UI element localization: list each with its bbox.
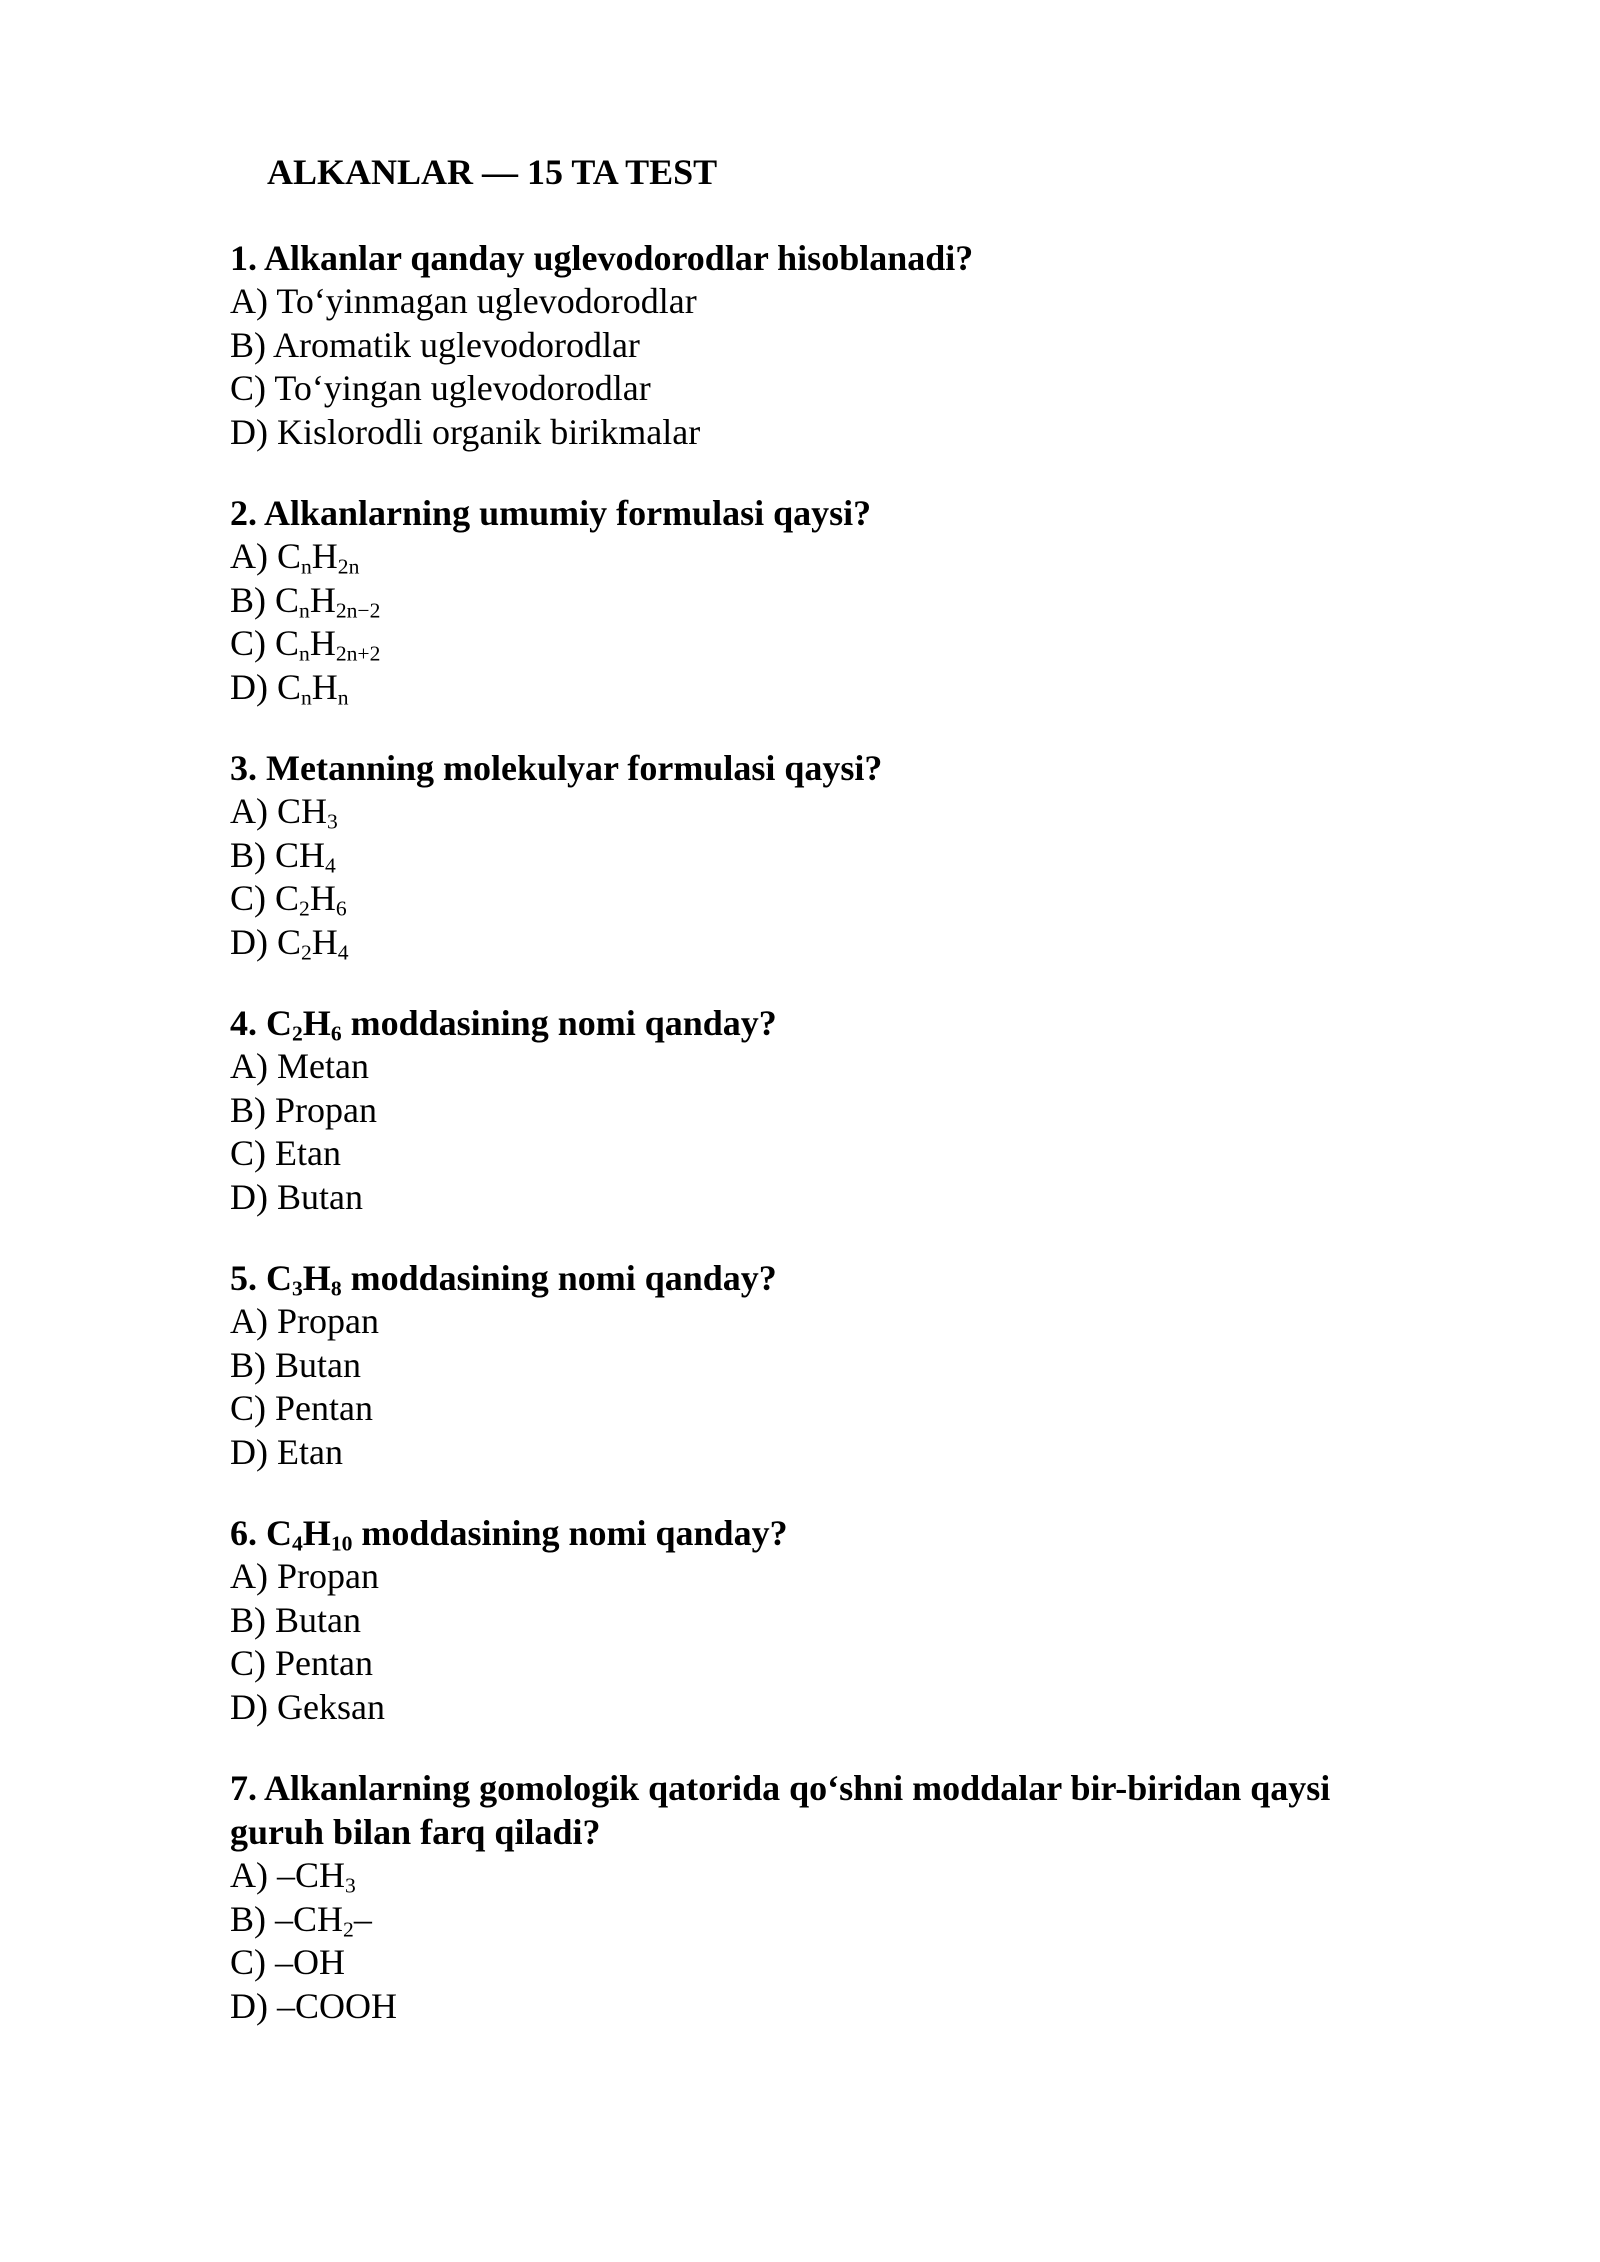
answer-option-c: [230, 877, 1430, 921]
text-segment: A) Propan: [230, 1301, 379, 1341]
text-segment: A) To‘yinmagan uglevodorodlar: [230, 281, 697, 321]
answer-option-a: [230, 280, 1430, 324]
subscript: 10: [330, 1531, 353, 1556]
question-7: [230, 1766, 1430, 2028]
subscript: 2n+2: [335, 641, 381, 666]
question-text: [230, 1766, 1430, 1854]
text-segment: 2. Alkanlarning umumiy formulasi qaysi?: [230, 493, 872, 533]
answer-option-b: [230, 324, 1430, 368]
text-segment: C) To‘yingan uglevodorodlar: [230, 368, 651, 408]
text-segment: D) C: [230, 666, 301, 707]
answer-option-a: [230, 1300, 1430, 1344]
subscript: 4: [292, 1531, 303, 1556]
answer-option-b: [230, 1344, 1430, 1388]
subscript: 2: [292, 1021, 303, 1046]
text-segment: H: [309, 878, 336, 918]
answer-option-d: [230, 1985, 1430, 2029]
question-5: [230, 1256, 1430, 1474]
subscript: 3: [292, 1276, 303, 1301]
text-segment: B) Propan: [230, 1089, 377, 1130]
subscript: n: [301, 554, 312, 579]
answer-option-a: [230, 1555, 1430, 1599]
subscript: n: [299, 597, 310, 622]
subscript: 2: [301, 939, 312, 964]
text-segment: C) C: [230, 623, 300, 663]
question-text: [230, 746, 1430, 790]
question-3: [230, 746, 1430, 964]
question-1: [230, 236, 1430, 454]
text-segment: H: [311, 666, 338, 707]
text-segment: moddasining nomi qanday?: [341, 1258, 777, 1298]
answer-option-c: [230, 1642, 1430, 1686]
text-segment: C) Etan: [230, 1133, 341, 1173]
text-segment: moddasining nomi qanday?: [341, 1003, 777, 1043]
text-segment: D) Geksan: [230, 1686, 385, 1727]
text-segment: B) –CH: [230, 1898, 344, 1939]
text-segment: D) –COOH: [230, 1985, 397, 2026]
subscript: 2n−2: [335, 597, 381, 622]
question-text: [230, 491, 1430, 535]
answer-option-b: [230, 579, 1430, 623]
text-segment: H: [311, 921, 338, 962]
answer-option-d: [230, 921, 1430, 965]
question-text: [230, 236, 1430, 280]
answer-option-c: [230, 622, 1430, 666]
text-segment: 5. C: [230, 1258, 292, 1298]
text-segment: A) Propan: [230, 1556, 379, 1596]
question-text: [230, 1511, 1430, 1555]
subscript: 4: [325, 852, 336, 877]
text-segment: A) Metan: [230, 1046, 369, 1086]
question-text: [230, 1001, 1430, 1045]
text-segment: –: [353, 1898, 372, 1939]
subscript: 3: [345, 1873, 356, 1898]
subscript: 6: [330, 1021, 342, 1046]
subscript: 2: [299, 896, 310, 921]
text-segment: A) CH: [230, 791, 327, 831]
text-segment: B) Aromatik uglevodorodlar: [230, 324, 640, 365]
text-segment: C) C: [230, 878, 300, 918]
text-segment: 1. Alkanlar qanday uglevodorodlar hisoblanadi?: [230, 238, 974, 278]
text-segment: A) C: [230, 536, 301, 576]
text-segment: D) Kislorodli organik birikmalar: [230, 411, 701, 452]
answer-option-d: [230, 666, 1430, 710]
answer-option-c: [230, 1387, 1430, 1431]
answer-option-c: [230, 1941, 1430, 1985]
text-segment: moddasining nomi qanday?: [352, 1513, 788, 1553]
question-4: [230, 1001, 1430, 1219]
answer-option-d: [230, 1431, 1430, 1475]
text-segment: D) Butan: [230, 1176, 363, 1217]
subscript: n: [301, 684, 312, 709]
subscript: 3: [327, 809, 338, 834]
subscript: 2: [343, 1916, 354, 1941]
question-2: [230, 491, 1430, 709]
text-segment: B) Butan: [230, 1599, 361, 1640]
subscript: n: [337, 684, 349, 709]
text-segment: C) –OH: [230, 1942, 345, 1982]
subscript: 8: [330, 1276, 342, 1301]
text-segment: H: [309, 623, 336, 663]
answer-option-c: [230, 367, 1430, 411]
answer-option-d: [230, 411, 1430, 455]
subscript: 4: [337, 939, 349, 964]
text-segment: D) Etan: [230, 1431, 343, 1472]
answer-option-a: [230, 1045, 1430, 1089]
answer-option-a: [230, 1854, 1430, 1898]
text-segment: 7. Alkanlarning gomologik qatorida qo‘shni moddalar bir-biridan qaysi guruh bilan farq qiladi?: [230, 1768, 1331, 1852]
text-segment: C) Pentan: [230, 1643, 373, 1683]
answer-option-b: [230, 1898, 1430, 1942]
answer-option-b: [230, 1089, 1430, 1133]
text-segment: 3. Metanning molekulyar formulasi qaysi?: [230, 748, 883, 788]
text-segment: H: [311, 536, 338, 576]
answer-option-a: [230, 790, 1430, 834]
text-segment: H: [302, 1513, 331, 1553]
text-segment: 4. C: [230, 1003, 292, 1043]
text-segment: H: [302, 1003, 331, 1043]
answer-option-b: [230, 834, 1430, 878]
subscript: n: [299, 641, 310, 666]
text-segment: B) Butan: [230, 1344, 361, 1385]
text-segment: B) CH: [230, 834, 326, 875]
text-segment: A) –CH: [230, 1855, 345, 1895]
question-text: [230, 1256, 1430, 1300]
text-segment: H: [309, 579, 336, 620]
document-title: ALKANLAR — 15 TA TEST: [267, 152, 718, 192]
text-segment: D) C: [230, 921, 301, 962]
text-segment: 6. C: [230, 1513, 292, 1553]
text-segment: H: [302, 1258, 331, 1298]
subscript: 2n: [337, 554, 360, 579]
answer-option-b: [230, 1599, 1430, 1643]
answer-option-c: [230, 1132, 1430, 1176]
text-segment: B) C: [230, 579, 300, 620]
answer-option-a: [230, 535, 1430, 579]
answer-option-d: [230, 1686, 1430, 1730]
question-6: [230, 1511, 1430, 1729]
text-segment: C) Pentan: [230, 1388, 373, 1428]
answer-option-d: [230, 1176, 1430, 1220]
subscript: 6: [335, 896, 347, 921]
